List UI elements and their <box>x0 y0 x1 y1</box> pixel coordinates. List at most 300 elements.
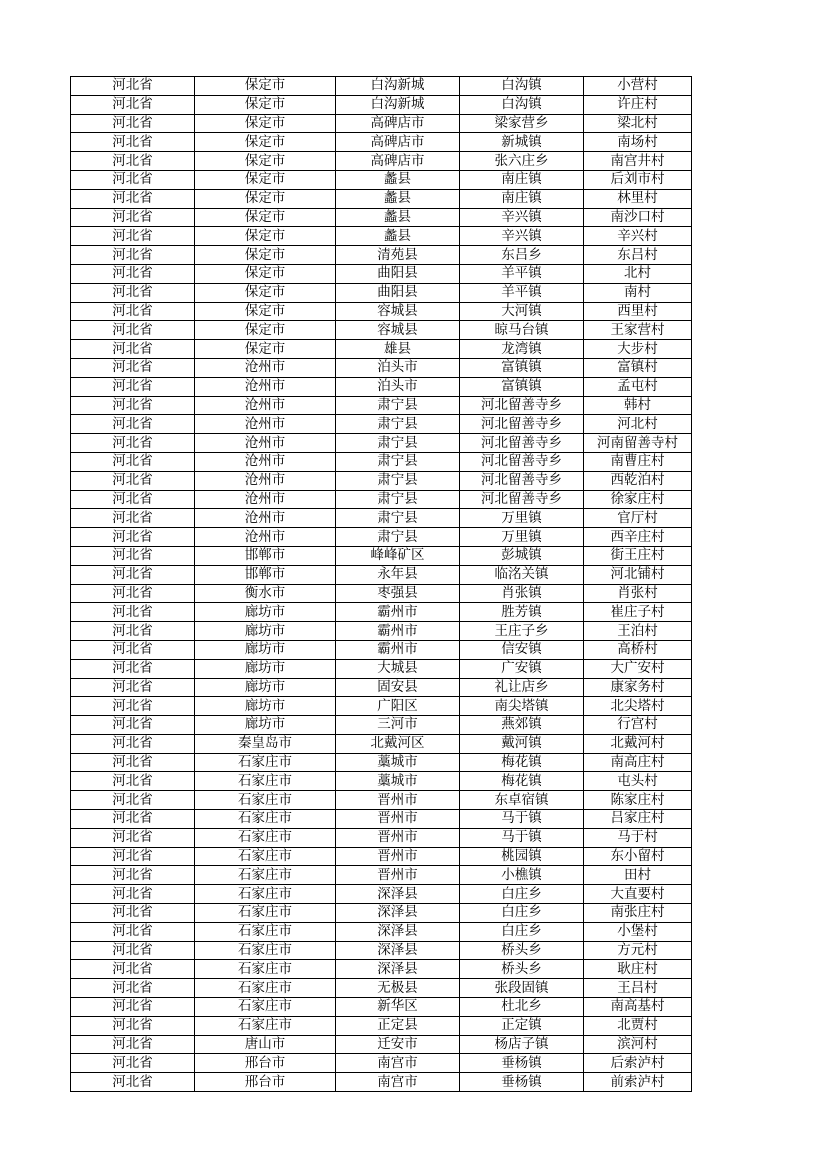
table-row <box>71 697 692 716</box>
village-cell: 南张庄村 <box>584 904 692 923</box>
village-cell: 田村 <box>584 866 692 885</box>
city-cell: 保定市 <box>195 302 336 321</box>
province-cell: 河北省 <box>71 246 195 265</box>
village-cell: 大步村 <box>584 340 692 359</box>
province-cell: 河北省 <box>71 847 195 866</box>
village-cell: 北村 <box>584 264 692 283</box>
data-table <box>70 76 692 1092</box>
county-cell: 南宫市 <box>336 1073 460 1092</box>
city-cell: 保定市 <box>195 264 336 283</box>
city-cell: 沧州市 <box>195 452 336 471</box>
table-row <box>71 227 692 246</box>
county-cell: 深泽县 <box>336 885 460 904</box>
table-row <box>71 678 692 697</box>
county-cell: 泊头市 <box>336 358 460 377</box>
province-cell: 河北省 <box>71 904 195 923</box>
province-cell: 河北省 <box>71 772 195 791</box>
province-cell: 河北省 <box>71 264 195 283</box>
town-cell: 龙湾镇 <box>460 340 584 359</box>
county-cell: 正定县 <box>336 1016 460 1035</box>
town-cell: 戴河镇 <box>460 734 584 753</box>
county-cell: 藁城市 <box>336 772 460 791</box>
table-row <box>71 509 692 528</box>
province-cell: 河北省 <box>71 640 195 659</box>
city-cell: 保定市 <box>195 189 336 208</box>
village-cell: 西乾泊村 <box>584 471 692 490</box>
village-cell: 官厅村 <box>584 509 692 528</box>
town-cell: 大河镇 <box>460 302 584 321</box>
village-cell: 南村 <box>584 283 692 302</box>
town-cell: 张段固镇 <box>460 979 584 998</box>
city-cell: 唐山市 <box>195 1035 336 1054</box>
town-cell: 桥头乡 <box>460 941 584 960</box>
table-row <box>71 152 692 171</box>
city-cell: 沧州市 <box>195 396 336 415</box>
village-cell: 徐家庄村 <box>584 490 692 509</box>
table-row <box>71 528 692 547</box>
city-cell: 邯郸市 <box>195 565 336 584</box>
county-cell: 三河市 <box>336 716 460 735</box>
table-row <box>71 960 692 979</box>
province-cell: 河北省 <box>71 152 195 171</box>
province-cell: 河北省 <box>71 77 195 96</box>
province-cell: 河北省 <box>71 960 195 979</box>
table-row <box>71 603 692 622</box>
city-cell: 保定市 <box>195 321 336 340</box>
town-cell: 桥头乡 <box>460 960 584 979</box>
province-cell: 河北省 <box>71 302 195 321</box>
province-cell: 河北省 <box>71 828 195 847</box>
province-cell: 河北省 <box>71 452 195 471</box>
village-cell: 林里村 <box>584 189 692 208</box>
village-cell: 陈家庄村 <box>584 791 692 810</box>
town-cell: 白庄乡 <box>460 904 584 923</box>
table-row <box>71 734 692 753</box>
town-cell: 燕郊镇 <box>460 716 584 735</box>
county-cell: 高碑店市 <box>336 152 460 171</box>
town-cell: 马于镇 <box>460 828 584 847</box>
village-cell: 马于村 <box>584 828 692 847</box>
province-cell: 河北省 <box>71 340 195 359</box>
table-row <box>71 622 692 641</box>
village-cell: 北戴河村 <box>584 734 692 753</box>
village-cell: 王吕村 <box>584 979 692 998</box>
province-cell: 河北省 <box>71 471 195 490</box>
county-cell: 峰峰矿区 <box>336 546 460 565</box>
city-cell: 保定市 <box>195 246 336 265</box>
town-cell: 白沟镇 <box>460 95 584 114</box>
city-cell: 保定市 <box>195 114 336 133</box>
province-cell: 河北省 <box>71 622 195 641</box>
county-cell: 藁城市 <box>336 753 460 772</box>
city-cell: 秦皇岛市 <box>195 734 336 753</box>
city-cell: 邯郸市 <box>195 546 336 565</box>
table-row <box>71 302 692 321</box>
province-cell: 河北省 <box>71 659 195 678</box>
table-row <box>71 208 692 227</box>
table-body <box>71 77 692 1092</box>
village-cell: 高桥村 <box>584 640 692 659</box>
city-cell: 保定市 <box>195 283 336 302</box>
county-cell: 曲阳县 <box>336 264 460 283</box>
town-cell: 王庄子乡 <box>460 622 584 641</box>
county-cell: 清苑县 <box>336 246 460 265</box>
province-cell: 河北省 <box>71 697 195 716</box>
county-cell: 肃宁县 <box>336 490 460 509</box>
town-cell: 东吕乡 <box>460 246 584 265</box>
city-cell: 石家庄市 <box>195 904 336 923</box>
province-cell: 河北省 <box>71 734 195 753</box>
province-cell: 河北省 <box>71 434 195 453</box>
town-cell: 羊平镇 <box>460 264 584 283</box>
table-row <box>71 810 692 829</box>
village-cell: 后刘市村 <box>584 170 692 189</box>
county-cell: 高碑店市 <box>336 114 460 133</box>
table-row <box>71 396 692 415</box>
province-cell: 河北省 <box>71 528 195 547</box>
town-cell: 肖张镇 <box>460 584 584 603</box>
county-cell: 肃宁县 <box>336 528 460 547</box>
county-cell: 晋州市 <box>336 828 460 847</box>
province-cell: 河北省 <box>71 95 195 114</box>
province-cell: 河北省 <box>71 791 195 810</box>
town-cell: 杨店子镇 <box>460 1035 584 1054</box>
town-cell: 富镇镇 <box>460 377 584 396</box>
village-cell: 许庄村 <box>584 95 692 114</box>
table-row <box>71 114 692 133</box>
table-row <box>71 189 692 208</box>
province-cell: 河北省 <box>71 321 195 340</box>
city-cell: 石家庄市 <box>195 922 336 941</box>
city-cell: 石家庄市 <box>195 753 336 772</box>
city-cell: 保定市 <box>195 95 336 114</box>
village-cell: 方元村 <box>584 941 692 960</box>
town-cell: 河北留善寺乡 <box>460 490 584 509</box>
town-cell: 新城镇 <box>460 133 584 152</box>
city-cell: 石家庄市 <box>195 979 336 998</box>
province-cell: 河北省 <box>71 922 195 941</box>
town-cell: 晾马台镇 <box>460 321 584 340</box>
county-cell: 雄县 <box>336 340 460 359</box>
table-row <box>71 565 692 584</box>
town-cell: 杜北乡 <box>460 998 584 1017</box>
village-cell: 行宫村 <box>584 716 692 735</box>
county-cell: 蠡县 <box>336 170 460 189</box>
city-cell: 保定市 <box>195 340 336 359</box>
table-row <box>71 885 692 904</box>
table-row <box>71 659 692 678</box>
town-cell: 辛兴镇 <box>460 208 584 227</box>
town-cell: 桃园镇 <box>460 847 584 866</box>
city-cell: 保定市 <box>195 170 336 189</box>
province-cell: 河北省 <box>71 584 195 603</box>
town-cell: 白沟镇 <box>460 77 584 96</box>
city-cell: 沧州市 <box>195 377 336 396</box>
city-cell: 廊坊市 <box>195 640 336 659</box>
village-cell: 大直要村 <box>584 885 692 904</box>
province-cell: 河北省 <box>71 396 195 415</box>
table-row <box>71 452 692 471</box>
province-cell: 河北省 <box>71 998 195 1017</box>
province-cell: 河北省 <box>71 377 195 396</box>
province-cell: 河北省 <box>71 979 195 998</box>
village-cell: 耿庄村 <box>584 960 692 979</box>
village-cell: 东吕村 <box>584 246 692 265</box>
county-cell: 永年县 <box>336 565 460 584</box>
city-cell: 廊坊市 <box>195 603 336 622</box>
village-cell: 南高基村 <box>584 998 692 1017</box>
county-cell: 肃宁县 <box>336 509 460 528</box>
city-cell: 沧州市 <box>195 434 336 453</box>
county-cell: 无极县 <box>336 979 460 998</box>
village-cell: 辛兴村 <box>584 227 692 246</box>
city-cell: 保定市 <box>195 152 336 171</box>
town-cell: 礼让店乡 <box>460 678 584 697</box>
province-cell: 河北省 <box>71 603 195 622</box>
table-row <box>71 321 692 340</box>
town-cell: 信安镇 <box>460 640 584 659</box>
town-cell: 梅花镇 <box>460 753 584 772</box>
village-cell: 孟屯村 <box>584 377 692 396</box>
table-row <box>71 283 692 302</box>
village-cell: 河北村 <box>584 415 692 434</box>
village-cell: 北贾村 <box>584 1016 692 1035</box>
table-row <box>71 828 692 847</box>
province-cell: 河北省 <box>71 415 195 434</box>
province-cell: 河北省 <box>71 885 195 904</box>
village-cell: 大广安村 <box>584 659 692 678</box>
town-cell: 南庄镇 <box>460 189 584 208</box>
village-cell: 前索泸村 <box>584 1073 692 1092</box>
province-cell: 河北省 <box>71 114 195 133</box>
county-cell: 晋州市 <box>336 866 460 885</box>
town-cell: 白庄乡 <box>460 885 584 904</box>
town-cell: 临洺关镇 <box>460 565 584 584</box>
province-cell: 河北省 <box>71 716 195 735</box>
city-cell: 邢台市 <box>195 1054 336 1073</box>
village-cell: 王泊村 <box>584 622 692 641</box>
county-cell: 肃宁县 <box>336 452 460 471</box>
town-cell: 彭城镇 <box>460 546 584 565</box>
town-cell: 富镇镇 <box>460 358 584 377</box>
province-cell: 河北省 <box>71 753 195 772</box>
town-cell: 马于镇 <box>460 810 584 829</box>
town-cell: 张六庄乡 <box>460 152 584 171</box>
village-cell: 西辛庄村 <box>584 528 692 547</box>
county-cell: 曲阳县 <box>336 283 460 302</box>
table-row <box>71 791 692 810</box>
city-cell: 衡水市 <box>195 584 336 603</box>
table-row <box>71 1035 692 1054</box>
village-cell: 南场村 <box>584 133 692 152</box>
town-cell: 垂杨镇 <box>460 1073 584 1092</box>
county-cell: 迁安市 <box>336 1035 460 1054</box>
table-row <box>71 753 692 772</box>
table-row <box>71 377 692 396</box>
province-cell: 河北省 <box>71 1035 195 1054</box>
county-cell: 深泽县 <box>336 904 460 923</box>
table-row <box>71 979 692 998</box>
town-cell: 河北留善寺乡 <box>460 434 584 453</box>
city-cell: 廊坊市 <box>195 659 336 678</box>
city-cell: 石家庄市 <box>195 772 336 791</box>
city-cell: 沧州市 <box>195 471 336 490</box>
county-cell: 蠡县 <box>336 208 460 227</box>
county-cell: 大城县 <box>336 659 460 678</box>
village-cell: 河北铺村 <box>584 565 692 584</box>
town-cell: 河北留善寺乡 <box>460 471 584 490</box>
province-cell: 河北省 <box>71 227 195 246</box>
province-cell: 河北省 <box>71 565 195 584</box>
city-cell: 邢台市 <box>195 1073 336 1092</box>
province-cell: 河北省 <box>71 941 195 960</box>
village-cell: 小营村 <box>584 77 692 96</box>
county-cell: 肃宁县 <box>336 415 460 434</box>
table-row <box>71 584 692 603</box>
village-cell: 滨河村 <box>584 1035 692 1054</box>
county-cell: 深泽县 <box>336 941 460 960</box>
county-cell: 北戴河区 <box>336 734 460 753</box>
town-cell: 白庄乡 <box>460 922 584 941</box>
table-row <box>71 95 692 114</box>
county-cell: 白沟新城 <box>336 95 460 114</box>
city-cell: 石家庄市 <box>195 810 336 829</box>
county-cell: 肃宁县 <box>336 434 460 453</box>
province-cell: 河北省 <box>71 1016 195 1035</box>
city-cell: 保定市 <box>195 77 336 96</box>
town-cell: 广安镇 <box>460 659 584 678</box>
village-cell: 韩村 <box>584 396 692 415</box>
table-row <box>71 1073 692 1092</box>
county-cell: 蠡县 <box>336 189 460 208</box>
county-cell: 深泽县 <box>336 960 460 979</box>
county-cell: 霸州市 <box>336 622 460 641</box>
city-cell: 石家庄市 <box>195 866 336 885</box>
city-cell: 廊坊市 <box>195 678 336 697</box>
table-row <box>71 133 692 152</box>
county-cell: 固安县 <box>336 678 460 697</box>
city-cell: 沧州市 <box>195 358 336 377</box>
town-cell: 河北留善寺乡 <box>460 396 584 415</box>
city-cell: 保定市 <box>195 208 336 227</box>
town-cell: 梁家营乡 <box>460 114 584 133</box>
village-cell: 梁北村 <box>584 114 692 133</box>
city-cell: 石家庄市 <box>195 885 336 904</box>
county-cell: 蠡县 <box>336 227 460 246</box>
village-cell: 吕家庄村 <box>584 810 692 829</box>
town-cell: 辛兴镇 <box>460 227 584 246</box>
province-cell: 河北省 <box>71 678 195 697</box>
province-cell: 河北省 <box>71 1054 195 1073</box>
city-cell: 廊坊市 <box>195 622 336 641</box>
table-row <box>71 358 692 377</box>
county-cell: 深泽县 <box>336 922 460 941</box>
county-cell: 晋州市 <box>336 810 460 829</box>
village-cell: 街王庄村 <box>584 546 692 565</box>
county-cell: 容城县 <box>336 302 460 321</box>
county-cell: 枣强县 <box>336 584 460 603</box>
city-cell: 石家庄市 <box>195 828 336 847</box>
county-cell: 肃宁县 <box>336 471 460 490</box>
county-cell: 肃宁县 <box>336 396 460 415</box>
county-cell: 白沟新城 <box>336 77 460 96</box>
table-row <box>71 866 692 885</box>
town-cell: 万里镇 <box>460 509 584 528</box>
town-cell: 垂杨镇 <box>460 1054 584 1073</box>
table-row <box>71 998 692 1017</box>
table-row <box>71 434 692 453</box>
county-cell: 新华区 <box>336 998 460 1017</box>
town-cell: 万里镇 <box>460 528 584 547</box>
province-cell: 河北省 <box>71 170 195 189</box>
town-cell: 梅花镇 <box>460 772 584 791</box>
village-cell: 王家营村 <box>584 321 692 340</box>
city-cell: 沧州市 <box>195 528 336 547</box>
province-cell: 河北省 <box>71 810 195 829</box>
table-row <box>71 490 692 509</box>
table-row <box>71 471 692 490</box>
province-cell: 河北省 <box>71 509 195 528</box>
town-cell: 河北留善寺乡 <box>460 415 584 434</box>
city-cell: 保定市 <box>195 133 336 152</box>
table-row <box>71 170 692 189</box>
table-row <box>71 415 692 434</box>
table-row <box>71 546 692 565</box>
city-cell: 石家庄市 <box>195 941 336 960</box>
town-cell: 羊平镇 <box>460 283 584 302</box>
village-cell: 南高庄村 <box>584 753 692 772</box>
table-row <box>71 264 692 283</box>
city-cell: 石家庄市 <box>195 1016 336 1035</box>
table-row <box>71 1016 692 1035</box>
village-cell: 西里村 <box>584 302 692 321</box>
county-cell: 广阳区 <box>336 697 460 716</box>
county-cell: 晋州市 <box>336 791 460 810</box>
province-cell: 河北省 <box>71 546 195 565</box>
table-row <box>71 1054 692 1073</box>
county-cell: 霸州市 <box>336 603 460 622</box>
town-cell: 正定镇 <box>460 1016 584 1035</box>
table-row <box>71 716 692 735</box>
province-cell: 河北省 <box>71 1073 195 1092</box>
province-cell: 河北省 <box>71 283 195 302</box>
village-cell: 小堡村 <box>584 922 692 941</box>
village-cell: 屯头村 <box>584 772 692 791</box>
city-cell: 廊坊市 <box>195 716 336 735</box>
city-cell: 沧州市 <box>195 509 336 528</box>
village-cell: 北尖塔村 <box>584 697 692 716</box>
village-cell: 崔庄子村 <box>584 603 692 622</box>
village-cell: 肖张村 <box>584 584 692 603</box>
town-cell: 小樵镇 <box>460 866 584 885</box>
table-row <box>71 922 692 941</box>
county-cell: 高碑店市 <box>336 133 460 152</box>
town-cell: 胜芳镇 <box>460 603 584 622</box>
province-cell: 河北省 <box>71 189 195 208</box>
town-cell: 南尖塔镇 <box>460 697 584 716</box>
table-row <box>71 941 692 960</box>
province-cell: 河北省 <box>71 208 195 227</box>
county-cell: 霸州市 <box>336 640 460 659</box>
table-row <box>71 246 692 265</box>
table-row <box>71 640 692 659</box>
village-cell: 南宫井村 <box>584 152 692 171</box>
city-cell: 石家庄市 <box>195 791 336 810</box>
city-cell: 廊坊市 <box>195 697 336 716</box>
village-cell: 康家务村 <box>584 678 692 697</box>
village-cell: 南沙口村 <box>584 208 692 227</box>
city-cell: 石家庄市 <box>195 847 336 866</box>
